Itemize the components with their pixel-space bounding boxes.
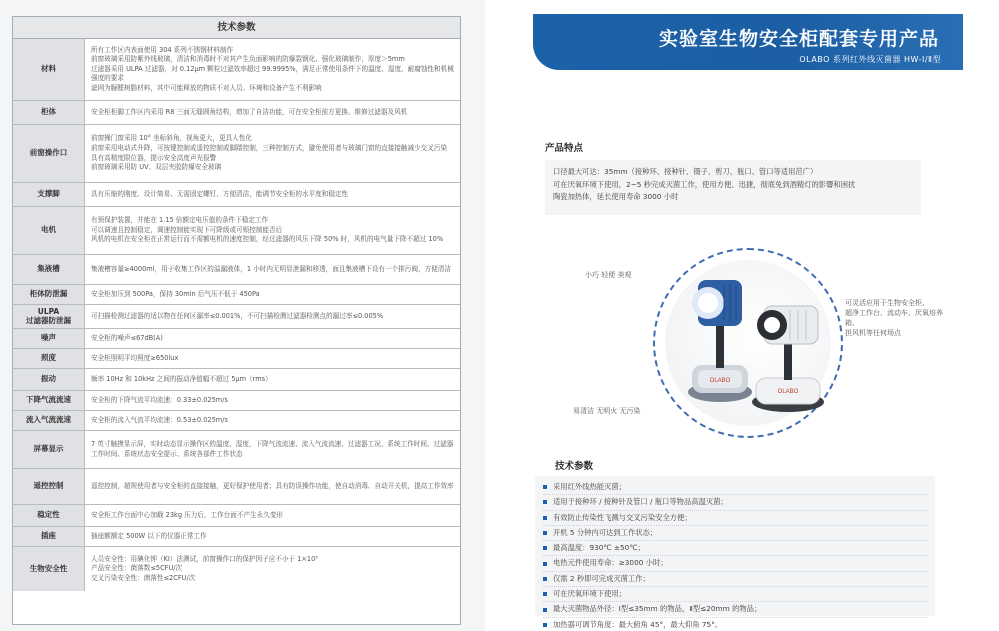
spec-value-line: 安全柜加压到 500Pa，保持 30min 后气压不低于 450Pa xyxy=(91,289,260,298)
spec-value-line: 过滤器采用 ULPA 过滤器，对 0.12μm 颗粒过滤效率超过 99.9995%，满足正常使用条件下的温度、湿度、耐腐蚀性和机械强度的要求 xyxy=(91,64,454,83)
callout-line: 担风机等任何场点 xyxy=(845,329,901,338)
spec-item: 电热元件使用寿命：≥3000 小时； xyxy=(543,556,927,571)
spec-rows xyxy=(13,39,460,591)
spec-row-label: 前窗操作口 xyxy=(13,125,85,182)
spec-row-value xyxy=(85,369,460,390)
spec-row xyxy=(13,469,460,505)
spec-row-value xyxy=(85,255,460,284)
spec-row xyxy=(13,547,460,591)
spec-row-label: 噪声 xyxy=(13,329,85,348)
spec-value-line: 前窗采用电动式升降，可按键控制或遥控控制或脚踏控制，三种控制方式，避免使用者与玻璃门窗的直接接触减少交叉污染 xyxy=(91,143,448,152)
spec-row-label: 生物安全性 xyxy=(13,547,85,591)
spec-value-line: 遥控控制，超规使用者与安全柜的直接接触，更好保护使用者；具有防误操作功能，使自动消毒、自动开关机，提高工作效率 xyxy=(91,481,454,490)
features-box xyxy=(545,160,921,215)
sterilizer-device-blue xyxy=(688,280,752,402)
feature-line: 口径最大可达：35mm（接种环、接种针、镊子、剪刀、瓶口、管口等适用范广） xyxy=(553,167,818,176)
hero-banner xyxy=(533,14,963,70)
spec-row-label: 支撑脚 xyxy=(13,183,85,206)
bullet-icon xyxy=(543,592,547,596)
spec-row xyxy=(13,505,460,527)
spec-row xyxy=(13,125,460,183)
callout-clean: 易清洁 无明火 无污染 xyxy=(573,407,641,415)
bullet-icon xyxy=(543,500,547,504)
feature-line: 可在厌氧环境下使用，2~5 秒完成灭菌工作，使用方便、迅捷，彻底免到酒精灯的影響和困扰 xyxy=(553,179,856,189)
spec-value-line: 安全柜柜脚工作区内采用 R8 三面无缝圆角结构，增加了自洁功能，可在安全柜前方更换、维修过滤器及风机 xyxy=(91,107,408,116)
page-title: 实验室生物安全柜配套专用产品 xyxy=(658,28,939,50)
spec-row-value xyxy=(85,349,460,368)
spec-row-label: 遥控控制 xyxy=(13,469,85,504)
spec-item: 最高温度：930℃ ±50℃； xyxy=(543,541,927,556)
spec-value-line: 安全柜工作台面中心加载 23kg 压力后，工作台面不产生永久变形 xyxy=(91,510,284,519)
spec-row-value xyxy=(85,469,460,504)
spec-row-label: 流入气流流速 xyxy=(13,411,85,430)
spec-row-value xyxy=(85,411,460,430)
spec-row-label: 柜体 xyxy=(13,101,85,124)
spec-row xyxy=(13,207,460,255)
spec-value-line: 安全柜的下降气流平均流速：0.33±0.025m/s xyxy=(91,395,228,404)
spec-row xyxy=(13,285,460,305)
spec-row xyxy=(13,39,460,101)
spec-value-line: 安全柜的流入气流平均流速：0.53±0.025m/s xyxy=(91,415,228,424)
spec-value-line: 交叉污染安全性：菌落性≤2CFU/次 xyxy=(91,573,196,582)
spec-row-value xyxy=(85,391,460,410)
device-logo-left: OLABO xyxy=(709,378,731,384)
page-subtitle: OLABO 系列红外线灭菌器 HW-Ⅰ/Ⅱ型 xyxy=(799,55,941,64)
spec-row-value xyxy=(85,547,460,591)
left-page xyxy=(0,0,485,631)
spec-value-line: 前窗玻璃采用防 UV、双层夹胶防爆安全玻璃 xyxy=(91,163,222,172)
spec-item: 采用红外线热能灭菌； xyxy=(543,480,927,495)
spec-row-label: 柜体防泄漏 xyxy=(13,285,85,304)
spec-row-label: 材料 xyxy=(13,39,85,100)
spec-row-value xyxy=(85,183,460,206)
spec-row-label: ULPA 过滤器防泄漏 xyxy=(13,305,85,328)
spec-table-title: 技术参数 xyxy=(13,17,460,39)
spec-row-label: 电机 xyxy=(13,207,85,254)
spec-value-line: 可以调速且控制稳定，调速控制能实现下可降级或可锁控制能否后 xyxy=(91,225,283,234)
spec-row-label: 下降气流流速 xyxy=(13,391,85,410)
spec-item: 最大灭菌物品外径：Ⅰ型≤35mm 的物品，Ⅱ型≤20mm 的物品； xyxy=(543,602,927,617)
bullet-icon xyxy=(543,485,547,489)
bullet-icon xyxy=(543,531,547,535)
spec-row-label: 屏幕显示 xyxy=(13,431,85,468)
spec-value-line: 所有工作区内表面使用 304 系列不锈钢材料制作 xyxy=(91,45,234,54)
specs-list xyxy=(535,476,935,629)
spec-table xyxy=(12,16,461,625)
feature-line: 陶瓷加热体，延长使用寿命 3000 小时 xyxy=(553,192,679,202)
features-heading: 产品特点 xyxy=(545,143,584,154)
spec-value-line: 前窗操门窗采用 10° 坐标斜角，视角更大，更具人性化 xyxy=(91,134,252,143)
spec-value-line: 风机的电机在安全柜在正常运行而不需额电机的速度控制，经过滤器的风压下降 50% 时，风机的电气量下降不超过 10% xyxy=(91,235,444,244)
spec-value-line: 7 英寸触摸显示屏，实时动态显示操作区的温度、湿度，下降气流流速、流入气流流速、过滤器工况、系统工作时间、过滤器工作时间、系统状态安全提示、系统各部件工作状态 xyxy=(91,439,454,458)
spec-item: 仅需 2 秒即可完成灭菌工作； xyxy=(543,572,927,587)
spec-row-value xyxy=(85,207,460,254)
spec-value-line: 滤网为脲醛树脂材料，其中可能释放的物质不对人员、环境和设备产生不利影响 xyxy=(91,83,322,92)
spec-value-line: 集液槽容量≥4000ml，用于收集工作区的溢漏液体，1 小时内无明显泄漏和移透，面且集液槽下设有一个排污阀，方便清洁 xyxy=(91,264,451,273)
bullet-icon xyxy=(543,577,547,581)
spec-item: 有效防止传染性飞溅与交叉污染安全方便； xyxy=(543,511,927,526)
spec-row xyxy=(13,431,460,469)
spec-item: 适用于接种环 / 接种针及管口 / 瓶口等物品高温灭菌； xyxy=(543,495,927,510)
sterilizer-illustration xyxy=(680,260,830,425)
spec-row xyxy=(13,329,460,349)
spec-row xyxy=(13,305,460,329)
callout-line: 超净工作台、流动车、厌氧培养箱、 xyxy=(845,309,943,328)
spec-value-line: 频率 10Hz 和 10kHz 之间的振动净值幅不超过 5μm（rms） xyxy=(91,374,272,383)
spec-row-label: 振动 xyxy=(13,369,85,390)
spec-value-line: 具有压缩的刚度、设计简易、无需固定螺钉、方便清洁，能调节安全柜的水平度和稳定性 xyxy=(91,189,349,198)
callout-applications xyxy=(845,298,945,339)
spec-row-value xyxy=(85,101,460,124)
spec-value-line: 可扫描检测过滤器的适以物在任何区漏率≤0.001%，不可扫描检测过滤器检测点的漏过率≤0.005% xyxy=(91,311,384,320)
spec-row-value xyxy=(85,505,460,526)
spec-row xyxy=(13,183,460,207)
spec-row-value xyxy=(85,125,460,182)
bullet-icon xyxy=(543,623,547,627)
spec-row xyxy=(13,411,460,431)
spec-value-line: 前窗玻璃采用防紫外线玻璃，清洁和消毒时不对其产生负面影响的防爆裂钢化、强化玻璃制作，厚度＞5mm xyxy=(91,55,405,64)
spec-value-line: 安全柜照明平均照度≥650lux xyxy=(91,353,179,362)
spec-row xyxy=(13,527,460,547)
spec-value-line: 安全柜的噪声≤67dB(A) xyxy=(91,333,163,342)
spec-value-line: 具有高精度限位器，提示安全高度声光报警 xyxy=(91,153,217,162)
spec-row-label: 集液槽 xyxy=(13,255,85,284)
callout-line: 可灵活应用于生物安全柜、 xyxy=(845,299,929,307)
spec-row xyxy=(13,101,460,125)
spec-row-label: 插座 xyxy=(13,527,85,546)
spec-item: 可在厌氧环境下使用； xyxy=(543,587,927,602)
bullet-icon xyxy=(543,516,547,520)
right-page xyxy=(485,0,999,631)
spec-row-value xyxy=(85,305,460,328)
spec-row-value xyxy=(85,527,460,546)
product-showcase xyxy=(573,240,945,450)
spec-item: 加热器可调节角度：最大俯角 45°，最大仰角 75°。 xyxy=(543,618,927,631)
spec-row xyxy=(13,349,460,369)
callout-portable: 小巧 轻便 美观 xyxy=(585,271,632,279)
spec-value-line: 人员安全性：用碘化钾（KI）法测试，前窗操作口的保护因子应不小于 1×10⁵ xyxy=(91,554,318,563)
spec-row-value xyxy=(85,431,460,468)
specs-heading: 技术参数 xyxy=(555,461,594,472)
spec-row-label: 稳定性 xyxy=(13,505,85,526)
spec-row-value xyxy=(85,285,460,304)
spec-row-value xyxy=(85,39,460,100)
sterilizer-device-white xyxy=(752,306,824,412)
spec-item: 开机 5 分钟内可达到工作状态； xyxy=(543,526,927,541)
spec-value-line: 产品安全性：菌落数≤5CFU/次 xyxy=(91,564,183,573)
device-logo-right: OLABO xyxy=(777,389,799,395)
bullet-icon xyxy=(543,546,547,550)
spec-value-line: 插座额额定 500W 以下的仪器正常工作 xyxy=(91,531,207,540)
spec-row-label: 照度 xyxy=(13,349,85,368)
bullet-icon xyxy=(543,608,547,612)
spec-row xyxy=(13,369,460,391)
spec-row-value xyxy=(85,329,460,348)
spec-row xyxy=(13,391,460,411)
spec-row xyxy=(13,255,460,285)
bullet-icon xyxy=(543,562,547,566)
spec-value-line: 有预保护装置，并能在 1.15 倍额定电压值的条件下稳定工作 xyxy=(91,216,269,225)
